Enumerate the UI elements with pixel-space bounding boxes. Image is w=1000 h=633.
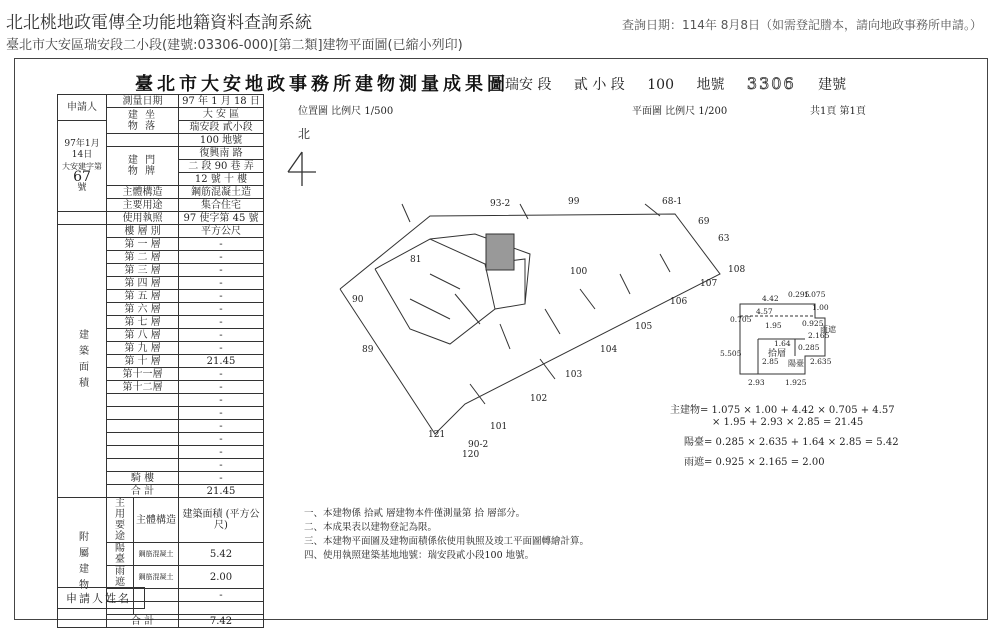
calc-main-2: × 1.95 + 2.93 × 2.85 = 21.45 xyxy=(712,417,864,428)
floor-row: - xyxy=(58,394,264,407)
location-map-label: 位置圖 比例尺 1/500 xyxy=(298,106,394,117)
floor-row: 第 五 層 - xyxy=(58,290,264,303)
svg-text:4.57: 4.57 xyxy=(756,307,773,316)
svg-text:69: 69 xyxy=(698,217,710,227)
svg-text:2.93: 2.93 xyxy=(748,378,765,387)
survey-date: 97 年 1 月 18 日 xyxy=(179,95,264,108)
svg-text:104: 104 xyxy=(600,345,618,355)
location-lot: 100 地號 xyxy=(179,134,264,147)
svg-text:63: 63 xyxy=(718,234,730,244)
page-count: 共1頁 第1頁 xyxy=(810,106,866,117)
svg-text:99: 99 xyxy=(568,197,580,207)
floor-row: - xyxy=(58,433,264,446)
arcade-row: 騎 樓 - xyxy=(58,472,264,485)
door-road: 復興南 路 xyxy=(179,147,264,160)
structure-label: 主體構造 xyxy=(107,186,179,199)
floor-row: 第十一層 - xyxy=(58,368,264,381)
floor-row: 第十二層 - xyxy=(58,381,264,394)
lot-heading xyxy=(505,74,864,94)
svg-text:雨遮: 雨遮 xyxy=(820,325,836,334)
svg-text:100: 100 xyxy=(570,267,588,277)
svg-text:2.635: 2.635 xyxy=(810,357,832,366)
area-calculation xyxy=(670,405,899,469)
location-label: 建 坐 物 落 xyxy=(107,108,179,134)
north-label: 北 xyxy=(298,127,311,141)
building-label: 建號 xyxy=(818,77,847,93)
note-item: 二、本成果表以建物登記為限。 xyxy=(304,522,438,533)
survey-title: 臺北市大安地政事務所建物測量成果圖 xyxy=(135,74,509,95)
dimension-labels xyxy=(720,290,837,387)
note-item: 三、本建物平面圖及建物面積係依使用執照及竣工平面圖轉繪計算。 xyxy=(304,536,590,547)
svg-text:106: 106 xyxy=(670,297,688,307)
annex-struct-header: 主體構造 xyxy=(134,498,179,543)
floor-col-header: 樓 層 別 xyxy=(107,225,179,238)
calc-main: 主建物= 1.075 × 1.00 + 4.42 × 0.705 + 4.57 xyxy=(670,405,895,416)
reg-date: 97年1月14日 大安建字第 67 號 xyxy=(58,121,107,212)
svg-text:105: 105 xyxy=(635,322,653,332)
annex-row: - xyxy=(58,589,264,602)
area-col-header: 平方公尺 xyxy=(179,225,264,238)
subject-unit-hatch xyxy=(486,234,514,270)
floor-row: 第 四 層 - xyxy=(58,277,264,290)
floor-row: - xyxy=(58,407,264,420)
svg-text:81: 81 xyxy=(410,255,422,265)
svg-text:1.00: 1.00 xyxy=(812,303,829,312)
annex-use-header: 主 用 要 途 xyxy=(107,498,134,543)
svg-text:90: 90 xyxy=(352,295,364,305)
svg-text:0.705: 0.705 xyxy=(730,315,752,324)
svg-text:68-1: 68-1 xyxy=(662,197,683,207)
floor-area-side-label: 建築面積 xyxy=(58,225,107,498)
location-district: 大 安 區 xyxy=(179,108,264,121)
system-title: 北北桃地政電傳全功能地籍資料查詢系統 xyxy=(6,13,312,33)
note-item: 四、使用執照建築基地地號：瑞安段貳小段100 地號。 xyxy=(304,550,535,561)
north-arrow-icon xyxy=(288,152,316,186)
annex-row: 雨 遮 鋼筋混凝土 2.00 xyxy=(58,566,264,589)
svg-text:108: 108 xyxy=(728,265,746,275)
svg-text:102: 102 xyxy=(530,394,548,404)
plan-label: 平面圖 比例尺 1/200 xyxy=(632,106,728,117)
svg-text:90-2: 90-2 xyxy=(468,440,489,450)
svg-text:1.95: 1.95 xyxy=(765,321,782,330)
annex-side-label: 附屬建物 xyxy=(58,498,107,628)
door-label: 建 門 物 牌 xyxy=(107,147,179,186)
door-number: 12 號 十 樓 xyxy=(179,173,264,186)
floor-row: 第 十 層 21.45 xyxy=(58,355,264,368)
floor-total-row: 合 計 21.45 xyxy=(58,485,264,498)
section-name: 瑞安 段 xyxy=(505,77,552,93)
floor-row: - xyxy=(58,446,264,459)
note-item: 一、本建物係 拾貳 層建物本件僅測量第 拾 層部分。 xyxy=(304,508,526,519)
svg-text:93-2: 93-2 xyxy=(490,199,511,209)
svg-text:2.85: 2.85 xyxy=(762,357,779,366)
svg-text:1.925: 1.925 xyxy=(785,378,807,387)
floor-row: 第 一 層 - xyxy=(58,238,264,251)
query-date: 查詢日期：114年 8月8日（如需登記謄本，請向地政事務所申請。） xyxy=(622,18,982,32)
floor-row: 第 九 層 - xyxy=(58,342,264,355)
annex-total-row: 合 計 7.42 xyxy=(58,615,264,628)
applicant-label: 申請人 xyxy=(58,95,107,121)
svg-text:107: 107 xyxy=(700,279,718,289)
use-label: 主要用途 xyxy=(107,199,179,212)
svg-text:0.295: 0.295 xyxy=(788,290,810,299)
license-label: 使用執照 xyxy=(107,212,179,225)
floor-row: 第 七 層 - xyxy=(58,316,264,329)
floor-row: 第 三 層 - xyxy=(58,264,264,277)
floor-row: - xyxy=(58,459,264,472)
svg-text:2.165: 2.165 xyxy=(808,331,830,340)
building-number: 3306 xyxy=(746,74,796,93)
svg-text:陽臺: 陽臺 xyxy=(788,359,804,368)
svg-text:0.925: 0.925 xyxy=(802,319,824,328)
lot-number: 100 xyxy=(647,77,674,93)
lot-label: 地號 xyxy=(696,77,725,93)
use-value: 集合住宅 xyxy=(179,199,264,212)
calc-canopy: 雨遮= 0.925 × 2.165 = 2.00 xyxy=(684,457,825,468)
svg-text:4.42: 4.42 xyxy=(762,294,779,303)
applicant-name-label: 申請人姓名 xyxy=(57,587,145,609)
floor-row: - xyxy=(58,420,264,433)
svg-text:120: 120 xyxy=(462,450,480,460)
floor-row: 第 二 層 - xyxy=(58,251,264,264)
subsection-name: 貳 小 段 xyxy=(573,77,625,93)
annex-row: 陽 臺 鋼筋混凝土 5.42 xyxy=(58,543,264,566)
svg-text:103: 103 xyxy=(565,370,583,380)
survey-sheet xyxy=(40,62,920,627)
svg-text:1.64: 1.64 xyxy=(774,339,791,348)
document-subtitle: 臺北市大安區瑞安段二小段(建號:03306-000)[第二類]建物平面圖(已縮小列印) xyxy=(6,38,463,53)
license-value: 97 使字第 45 號 xyxy=(179,212,264,225)
svg-text:89: 89 xyxy=(362,345,374,355)
location-section: 瑞安段 貳小段 xyxy=(179,121,264,134)
svg-text:5.505: 5.505 xyxy=(720,349,742,358)
svg-text:121: 121 xyxy=(428,430,446,440)
svg-text:101: 101 xyxy=(490,422,508,432)
svg-text:0.285: 0.285 xyxy=(798,343,820,352)
survey-date-label: 測量日期 xyxy=(107,95,179,108)
floor-row: 第 八 層 - xyxy=(58,329,264,342)
notes xyxy=(304,507,589,563)
calc-balcony: 陽臺= 0.285 × 2.635 + 1.64 × 2.85 = 5.42 xyxy=(684,437,899,448)
door-lane: 二 段 90 巷 弄 xyxy=(179,160,264,173)
structure-value: 鋼筋混凝土造 xyxy=(179,186,264,199)
floor-row: 第 六 層 - xyxy=(58,303,264,316)
annex-area-header: 建築面積 (平方公尺) xyxy=(179,498,264,543)
svg-text:拾層: 拾層 xyxy=(768,349,787,359)
svg-text:1.075: 1.075 xyxy=(804,290,826,299)
building-info-table xyxy=(57,94,264,628)
